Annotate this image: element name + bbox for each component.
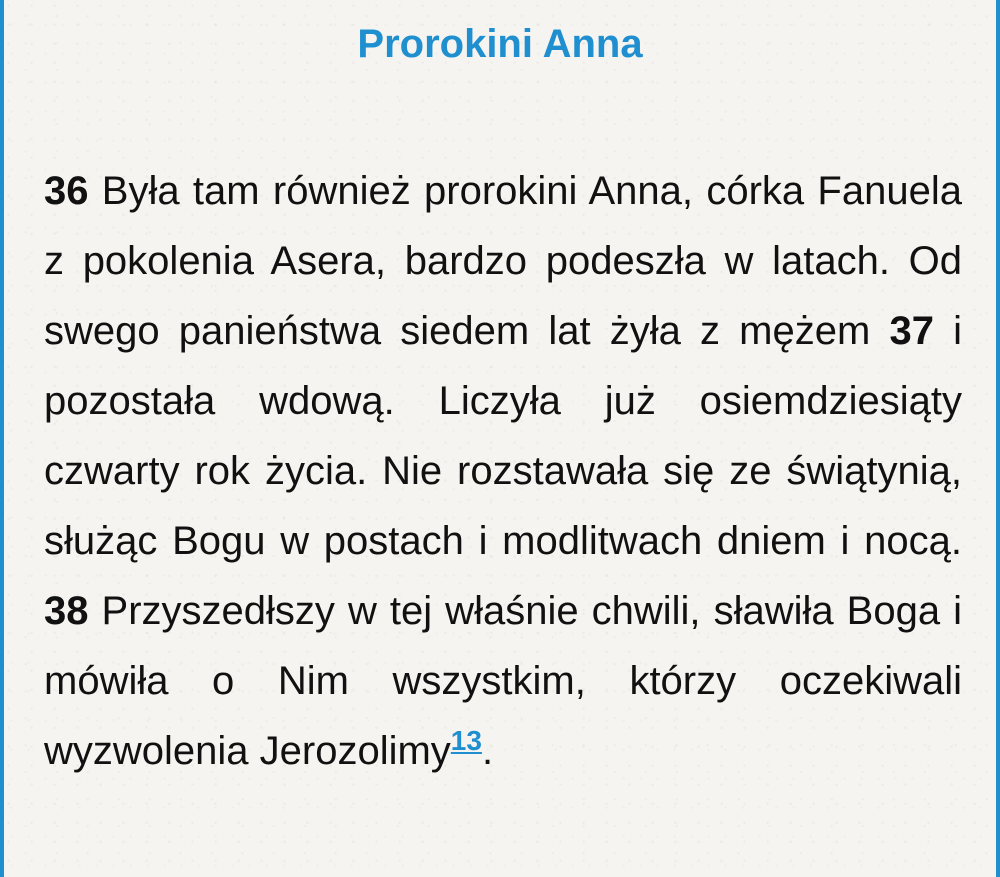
- verse-number-36: 36: [44, 169, 89, 213]
- verse-number-37: 37: [889, 309, 934, 353]
- passage-text: [44, 156, 962, 786]
- verse-text-36: Była tam również prorokini Anna, córka Fanuela z pokolenia Asera, bardzo podeszła w latach. Od swego panieństwa siedem lat żyła z mężem: [44, 169, 962, 353]
- verse-text-37: i pozostała wdową. Liczyła już osiemdziesiąty czwarty rok życia. Nie rozstawała się ze świątynią, służąc Bogu w postach i modlitwach dniem i nocą.: [44, 309, 963, 563]
- section-title: Prorokini Anna: [357, 22, 643, 66]
- footnote-link-13[interactable]: 13: [450, 725, 482, 756]
- verse-number-38: 38: [44, 589, 89, 633]
- verse-text-38: Przyszedłszy w tej właśnie chwili, sławiła Boga i mówiła o Nim wszystkim, którzy oczekiwali wyzwolenia Jerozolimy: [44, 589, 962, 773]
- end-punctuation: .: [481, 729, 494, 773]
